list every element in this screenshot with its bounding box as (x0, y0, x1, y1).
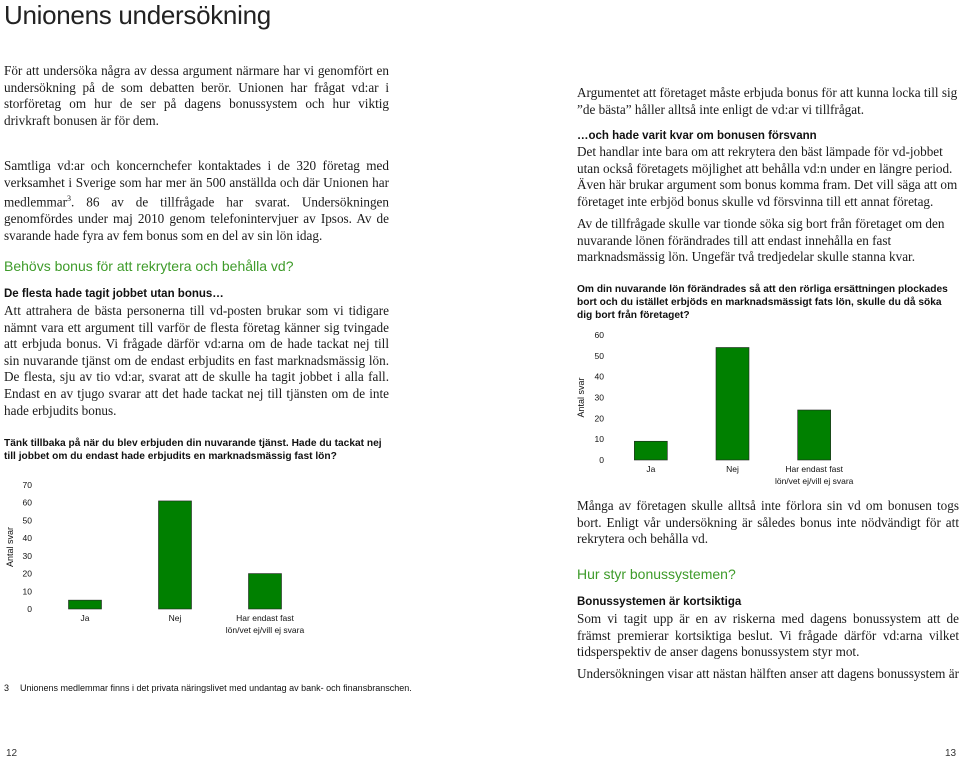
y-tick-label: 60 (22, 497, 32, 508)
chart2-caption: Om din nuvarande lön förändrades så att den rörliga ersättningen plockades bort och du istället erbjöds en marknadsmässigt fats lön, skulle du då söka dig bort från företaget? (577, 284, 948, 321)
method-text-b: . 86 av de tillfrågade har svarat. Undersökningen genomfördes under maj 2010 genom telefonintervjuer av Ipsos. Av de svarande hade fyra av fem bonus som en del av sin lön idag. (4, 194, 389, 243)
argument-paragraph: Argumentet att företaget måste erbjuda bonus för att kunna locka till sig ”de bästa” håller alltså inte enligt de vd:ar vi tillfrågat. (577, 85, 958, 117)
short-term-paragraph: Som vi tagit upp är en av riskerna med dagens bonussystem att de främst premierar kortsiktiga beslut. Vi frågade därför vd:arna vilket tidsperspektiv de anser dagens bonussystem styr mot. (577, 611, 959, 660)
recruit-paragraph: Att attrahera de bästa personerna till vd-posten brukar som vi tidigare nämnt vara ett argument till varför de flesta företag känner sig tvingade att erbjuda bonus. Vi frågade därför vd:arna om de hade tackat nej till sin nuvarande tjänst om de endast erbjudits en fast marknadsmässig lön. De flesta, sju av tio vd:ar, svarat att de skulle ha tagit jobbet i alla fall. Endast en av tjugo svarar att det hade tackat nej till tjänsten om de inte hade erbjudits bonus. (4, 303, 389, 418)
method-paragraph (4, 158, 389, 244)
bar-3 (249, 574, 282, 609)
x-category-label: Har endast fast (785, 464, 843, 474)
page-title: Unionens undersökning (4, 0, 271, 30)
section-heading-recruit: Behövs bonus för att rekrytera och behålla vd? (4, 258, 294, 274)
chart-decline-offer (0, 470, 330, 645)
bar-3 (798, 410, 831, 460)
y-tick-label: 10 (594, 434, 604, 445)
page-number-right: 13 (945, 748, 957, 759)
y-tick-label: 30 (22, 550, 32, 561)
chart1-caption: Tänk tillbaka på när du blev erbjuden din nuvarande tjänst. Hade du tackat nej till jobbet om du endast hade erbjudits en marknadsmässig fast lön? (4, 438, 382, 462)
y-tick-label: 30 (594, 392, 604, 403)
x-category-label: lön/vet ej/vill ej svara (774, 476, 854, 486)
x-category-label: Nej (726, 464, 739, 474)
footnote-number: 3 (4, 683, 10, 693)
y-tick-label: 50 (594, 350, 604, 361)
subheading-stay: …och hade varit kvar om bonusen försvann (577, 130, 817, 142)
intro-paragraph: För att undersöka några av dessa argument närmare har vi genomfört en undersökning på de som debatten berör. Unionen har frågat vd:ar i storföretag om hur de ser på dagens bonussystem och hur viktig drivkraft bonusen är för dem. (4, 63, 389, 128)
y-tick-label: 0 (599, 455, 604, 465)
x-category-label: Ja (646, 464, 656, 474)
y-tick-label: 20 (22, 568, 32, 579)
chart-leave-company (573, 325, 873, 488)
y-tick-label: 50 (22, 515, 32, 526)
retain-paragraph: Det handlar inte bara om att rekrytera den bäst lämpade för vd-jobbet utan också företagets möjlighet att behålla vd:n under en längre period. Även här brukar argument som bonus komma fram. Det vill säga att om företaget inte erbjöd bonus skulle vd försvinna till ett annat företag. (577, 144, 958, 209)
y-tick-label: 10 (22, 586, 32, 597)
y-tick-label: 60 (594, 330, 604, 340)
bar-2 (716, 348, 749, 461)
y-axis-title: Antal svar (5, 526, 15, 568)
y-tick-label: 40 (594, 371, 604, 382)
conclusion-paragraph: Många av företagen skulle alltså inte förlora sin vd om bonusen togs bort. Enligt vår undersökning är således bonus inte nödvändigt för att rekrytera och behålla vd. (577, 498, 959, 547)
y-axis-title: Antal svar (576, 377, 586, 418)
x-category-label: Nej (168, 613, 182, 623)
leave-paragraph: Av de tillfrågade skulle var tionde söka sig bort från företaget om den nuvarande lönen förändrades till att endast innehålla en fast marknadsmässig lön. Ungefär två tredjedelar skulle stanna kvar. (577, 216, 945, 265)
subheading-short-term: Bonussystemen är kortsiktiga (577, 596, 742, 608)
bar-1 (69, 600, 102, 609)
bar-2 (159, 501, 192, 609)
footnote-text: Unionens medlemmar finns i det privata näringslivet med undantag av bank- och finansbranschen. (20, 683, 412, 693)
subheading-without-bonus: De flesta hade tagit jobbet utan bonus… (4, 288, 224, 300)
method-text-a: Samtliga vd:ar och koncernchefer kontaktades i de 320 företag med verksamhet i Sverige som har mer än 500 anställda och där Unionen har medlemmar (4, 158, 389, 210)
page-number-left: 12 (6, 748, 18, 759)
section-heading-steering: Hur styr bonussystemen? (577, 566, 736, 582)
y-tick-label: 0 (27, 604, 32, 614)
x-category-label: Ja (80, 613, 90, 623)
bar-1 (634, 441, 667, 460)
survey-result-paragraph: Undersökningen visar att nästan hälften anser att dagens bonussystem är (577, 666, 959, 681)
x-category-label: lön/vet ej/vill ej svara (225, 625, 305, 635)
footnote-ref: 3 (66, 194, 71, 204)
x-category-label: Har endast fast (236, 613, 294, 623)
y-tick-label: 70 (22, 480, 32, 490)
y-tick-label: 20 (594, 413, 604, 424)
y-tick-label: 40 (22, 533, 32, 544)
